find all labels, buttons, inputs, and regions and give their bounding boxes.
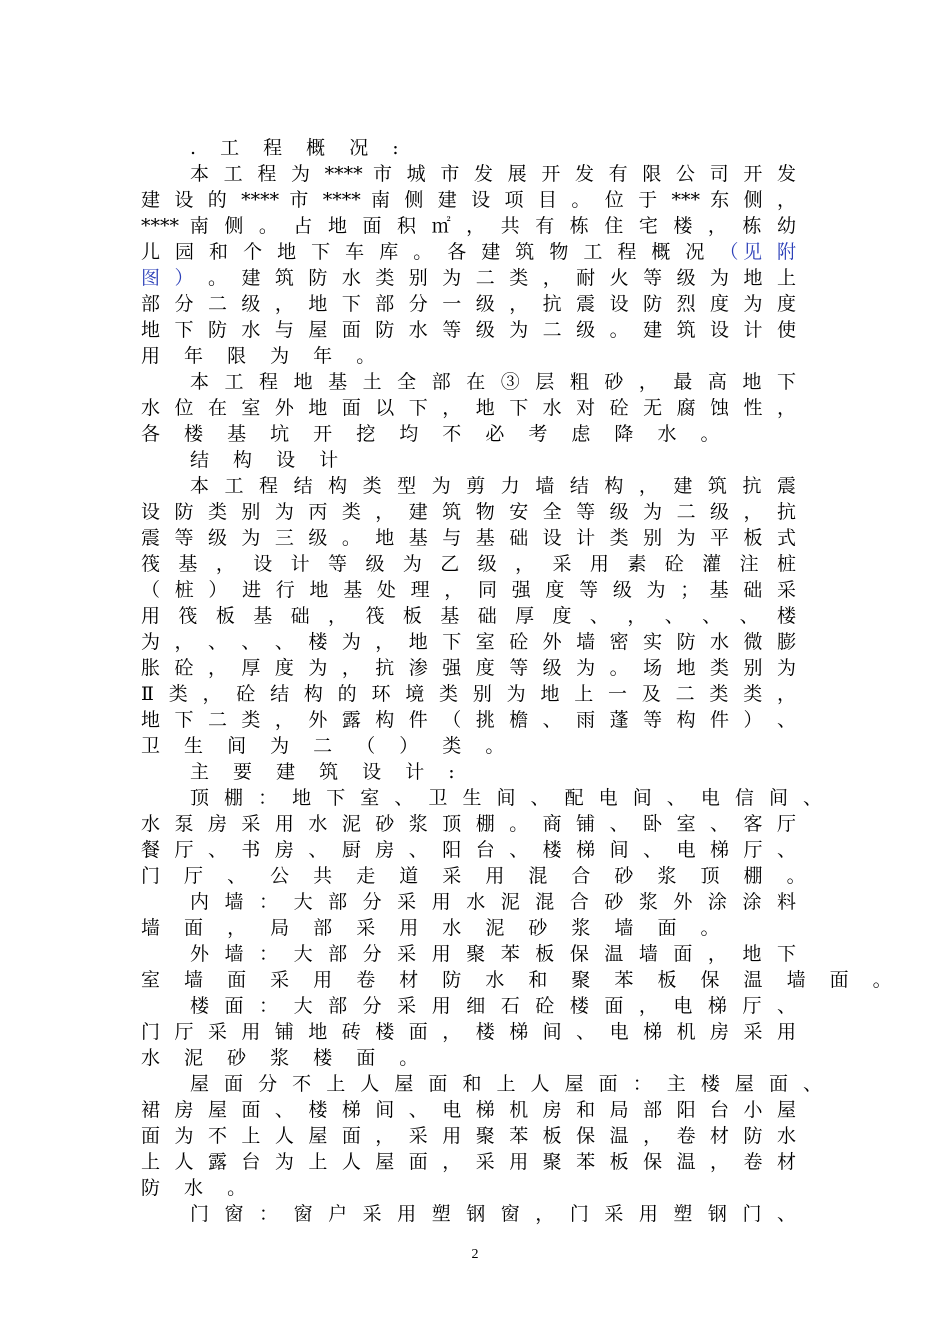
text-line-content: 裙 房 屋 面 、 楼 梯 间 、 电 梯 机 房 和 局 部 阳 台 小 屋 xyxy=(141,1099,796,1121)
text-line xyxy=(141,343,796,369)
text-line-content: 胀 砼 ， 厚 度 为 ， 抗 渗 强 度 等 级 为 。 场 地 类 别 为 xyxy=(141,657,796,679)
text-line xyxy=(190,161,796,187)
text-line-content: 地 下 二 类 ， 外 露 构 件 （ 挑 檐 、 雨 蓬 等 构 件 ） 、 xyxy=(141,709,796,731)
text-line xyxy=(141,837,796,863)
text-line xyxy=(141,863,815,889)
text-line xyxy=(141,499,796,525)
text-line-content: 外 墙 ： 大 部 分 采 用 聚 苯 板 保 温 墙 面 ， 地 下 xyxy=(190,943,796,965)
text-line xyxy=(190,135,796,161)
text-line xyxy=(141,1097,796,1123)
text-line-content: 水 泵 房 采 用 水 泥 砂 浆 顶 棚 。 商 铺 、 卧 室 、 客 厅 xyxy=(141,813,796,835)
text-line xyxy=(141,915,796,941)
text-line xyxy=(141,707,796,733)
text-line xyxy=(141,317,796,343)
text-line xyxy=(141,213,796,239)
text-line xyxy=(141,1123,796,1149)
page-number: 2 xyxy=(471,1247,479,1262)
text-line-content: 用 年 限 为 年 。 xyxy=(141,345,385,367)
text-line-content: 顶 棚 ： 地 下 室 、 卫 生 间 、 配 电 间 、 电 信 间 、 xyxy=(190,787,822,809)
text-line-content: 结 构 设 计 xyxy=(190,449,348,471)
text-line-content: 门 厅 采 用 铺 地 砖 楼 面 ， 楼 梯 间 、 电 梯 机 房 采 用 xyxy=(141,1021,796,1043)
text-line-content: 本 工 程 为 **** 市 城 市 发 展 开 发 有 限 公 司 开 发 xyxy=(190,163,796,185)
text-line-content: . 工 程 概 况 : xyxy=(190,137,408,159)
text-line xyxy=(190,785,822,811)
text-line xyxy=(141,395,796,421)
text-line xyxy=(190,941,796,967)
text-line-content: 地 下 防 水 与 屋 面 防 水 等 级 为 二 级 。 建 筑 设 计 使 xyxy=(141,319,796,341)
text-line xyxy=(141,1175,796,1201)
text-line xyxy=(190,447,796,473)
text-line xyxy=(190,369,796,395)
text-line-content: 上 人 露 台 为 上 人 屋 面 ， 采 用 聚 苯 板 保 温 ， 卷 材 xyxy=(141,1151,796,1173)
text-line-content: 门 窗 ： 窗 户 采 用 塑 钢 窗 ， 门 采 用 塑 钢 门 、 xyxy=(190,1203,796,1225)
text-line xyxy=(190,473,796,499)
text-line-content: 面 为 不 上 人 屋 面 ， 采 用 聚 苯 板 保 温 ， 卷 材 防 水 xyxy=(141,1125,796,1147)
text-line xyxy=(141,577,796,603)
text-line xyxy=(141,1149,796,1175)
text-line xyxy=(141,603,796,629)
text-line xyxy=(190,1071,822,1097)
text-line xyxy=(190,759,796,785)
text-line-content: 本 工 程 地 基 土 全 部 在 ③ 层 粗 砂 ， 最 高 地 下 xyxy=(190,371,796,393)
text-line xyxy=(141,291,796,317)
text-line-content: 水 泥 砂 浆 楼 面 。 xyxy=(141,1047,428,1069)
text-line-content: 设 防 类 别 为 丙 类 ， 建 筑 物 安 全 等 级 为 二 级 ， 抗 xyxy=(141,501,796,523)
text-line xyxy=(141,239,796,265)
text-line xyxy=(141,187,796,213)
text-line xyxy=(141,551,796,577)
text-line xyxy=(141,525,796,551)
text-line-content: 用 筏 板 基 础 ， 筏 板 基 础 厚 度 、 ， 、 、 、 楼 xyxy=(141,605,796,627)
text-line-content: 卫 生 间 为 二 （ ） 类 。 xyxy=(141,735,514,757)
text-line-content: 儿 园 和 个 地 下 车 库 。 各 建 筑 物 工 程 概 况 xyxy=(141,241,709,263)
text-line-content: 本 工 程 结 构 类 型 为 剪 力 墙 结 构 ， 建 筑 抗 震 xyxy=(190,475,796,497)
text-line-content: 筏 基 ， 设 计 等 级 为 乙 级 ， 采 用 素 砼 灌 注 桩 xyxy=(141,553,796,575)
text-line xyxy=(141,733,796,759)
text-line-content: 主 要 建 筑 设 计 : xyxy=(190,761,464,783)
text-line-content: 防 水 。 xyxy=(141,1177,256,1199)
text-line-content: Ⅱ 类 ， 砼 结 构 的 环 境 类 别 为 地 上 一 及 二 类 类 ， xyxy=(141,683,796,705)
figure-reference-link[interactable]: （见 附 xyxy=(719,241,797,263)
text-line xyxy=(141,1045,796,1071)
text-line-content: 部 分 二 级 ， 地 下 部 分 一 级 ， 抗 震 设 防 烈 度 为 度 xyxy=(141,293,796,315)
text-line xyxy=(141,811,796,837)
text-line xyxy=(141,421,796,447)
text-line-content: 。 建 筑 防 水 类 别 为 二 类 ， 耐 火 等 级 为 地 上 xyxy=(207,267,796,289)
text-line-content: 屋 面 分 不 上 人 屋 面 和 上 人 屋 面 ： 主 楼 屋 面 、 xyxy=(190,1073,822,1095)
text-line xyxy=(141,629,796,655)
text-line-content: 水 位 在 室 外 地 面 以 下 ， 地 下 水 对 砼 无 腐 蚀 性 ， xyxy=(141,397,796,419)
text-line-content: 内 墙 ： 大 部 分 采 用 水 泥 混 合 砂 浆 外 涂 涂 料 xyxy=(190,891,796,913)
text-line-content: 墙 面 ， 局 部 采 用 水 泥 砂 浆 墙 面 。 xyxy=(141,917,729,939)
text-line-content: **** 南 侧 。 占 地 面 积 ㎡ ， 共 有 栋 住 宅 楼 ， 栋 幼 xyxy=(141,215,796,237)
text-line-content: 室 墙 面 采 用 卷 材 防 水 和 聚 苯 板 保 温 墙 面 。 xyxy=(141,969,901,991)
text-line xyxy=(141,681,796,707)
text-line-content: （ 桩 ） 进 行 地 基 处 理 ， 同 强 度 等 级 为 ； 基 础 采 xyxy=(141,579,796,601)
text-line-content: 为 ， 、 、 、 楼 为 ， 地 下 室 砼 外 墙 密 实 防 水 微 膨 xyxy=(141,631,796,653)
text-line-content: 震 等 级 为 三 级 。 地 基 与 基 础 设 计 类 别 为 平 板 式 xyxy=(141,527,796,549)
text-line xyxy=(190,889,796,915)
text-line-content: 各 楼 基 坑 开 挖 均 不 必 考 虑 降 水 。 xyxy=(141,423,729,445)
text-line-content: 门 厅 、 公 共 走 道 采 用 混 合 砂 浆 顶 棚 。 xyxy=(141,865,815,887)
text-line-content: 餐 厅 、 书 房 、 厨 房 、 阳 台 、 楼 梯 间 、 电 梯 厅 、 xyxy=(141,839,796,861)
figure-reference-link[interactable]: 图 ） xyxy=(141,267,198,289)
text-line-content: 建 设 的 **** 市 **** 南 侧 建 设 项 目 。 位 于 *** 东 侧 ， xyxy=(141,189,796,211)
text-line-content: 楼 面 ： 大 部 分 采 用 细 石 砼 楼 面 ， 电 梯 厅 、 xyxy=(190,995,796,1017)
text-line xyxy=(141,265,796,291)
text-line xyxy=(141,967,901,993)
text-line xyxy=(190,993,796,1019)
text-line xyxy=(141,655,796,681)
text-line xyxy=(141,1019,796,1045)
text-line xyxy=(190,1201,796,1227)
